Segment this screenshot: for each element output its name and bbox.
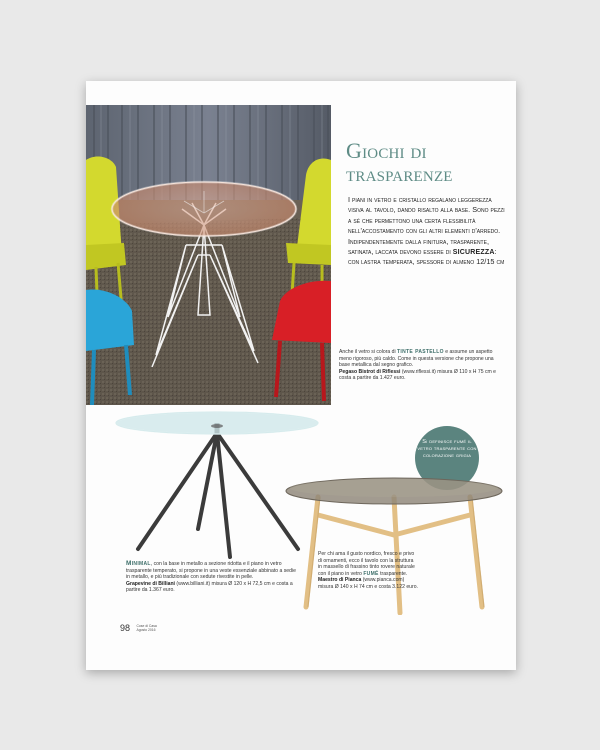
caption-grapevine-highlight: Minimal [126, 560, 151, 567]
caption-maestro-details: (www.pianca.com) misura Ø 140 x H 74 cm e costa 3.122 euro. [318, 577, 418, 590]
page-number: 98 [120, 623, 131, 633]
magazine-name: Cose di Casa [136, 624, 157, 628]
caption-pegaso-highlight: tinte pastello [397, 348, 444, 355]
magazine-page [86, 81, 516, 670]
caption-grapevine-text: , con la base in metallo a sezione ridotta e il piano in vetro trasparente temperato, si propone in una veste essenziale abbinato a sedie in metallo, e più tradizionale con sedute rivestite in pelle. [126, 561, 296, 581]
caption-maestro-highlight: fumé [363, 569, 379, 577]
intro-end: : con lastra temperata, spessore di almeno 12/15 cm [348, 247, 505, 267]
caption-pegaso-text-before: Anche il vetro si colora di [339, 349, 396, 355]
caption-pegaso-product: Pegaso Bistrot di Riflessi [339, 368, 401, 375]
info-badge-fume: Si definisce fumé il vetro trasparente con colorazione grigia [415, 426, 479, 490]
magazine-info [136, 624, 156, 632]
hero-photo-pegaso-table [86, 105, 331, 405]
caption-pegaso-text-after: e assume un aspetto meno rigoroso, più caldo. Come in questa versione che propone una base metallica dal segno grafico. [339, 349, 494, 369]
article-intro [348, 195, 508, 268]
caption-pegaso [339, 349, 504, 382]
maestro-table-image [282, 475, 506, 620]
article-headline: Giochi di trasparenze [346, 138, 453, 186]
caption-grapevine-details: (www.billiani.it) misura Ø 120 x H 72,5 cm e costa a partire da 1.367 euro. [126, 580, 293, 594]
magazine-issue: Agosto 2016 [136, 628, 156, 633]
caption-grapevine-product: Grapevine di Billiani [126, 580, 175, 587]
intro-emphasis: sicurezza [452, 246, 495, 258]
page-folio [120, 623, 157, 641]
intro-text: I piani in vetro e cristallo regalano leggerezza visiva al tavolo, dando risalto alla base. Sono pezzi a sé che permettono una certa flessibilità nell'accostamento con gli altri elementi d'arredo. Indipendentemente dalla finitura, trasparente, satinata, laccata devono essere di [348, 195, 505, 257]
caption-maestro-text-after: trasparente. [380, 570, 408, 577]
caption-maestro-text-before: Per chi ama il gusto nordico, fresco e privo di ornamenti, ecco il tavolo con la struttura in massello di frassino tinto rovere naturale con il piano in vetro [318, 551, 415, 577]
caption-maestro [318, 551, 418, 591]
caption-pegaso-details: (www.riflessi.it) misura Ø 110 x H 75 cm e costa a partire da 1.427 euro. [339, 368, 497, 382]
caption-grapevine [126, 561, 296, 594]
caption-maestro-product: Maestro di Pianca [318, 577, 362, 584]
